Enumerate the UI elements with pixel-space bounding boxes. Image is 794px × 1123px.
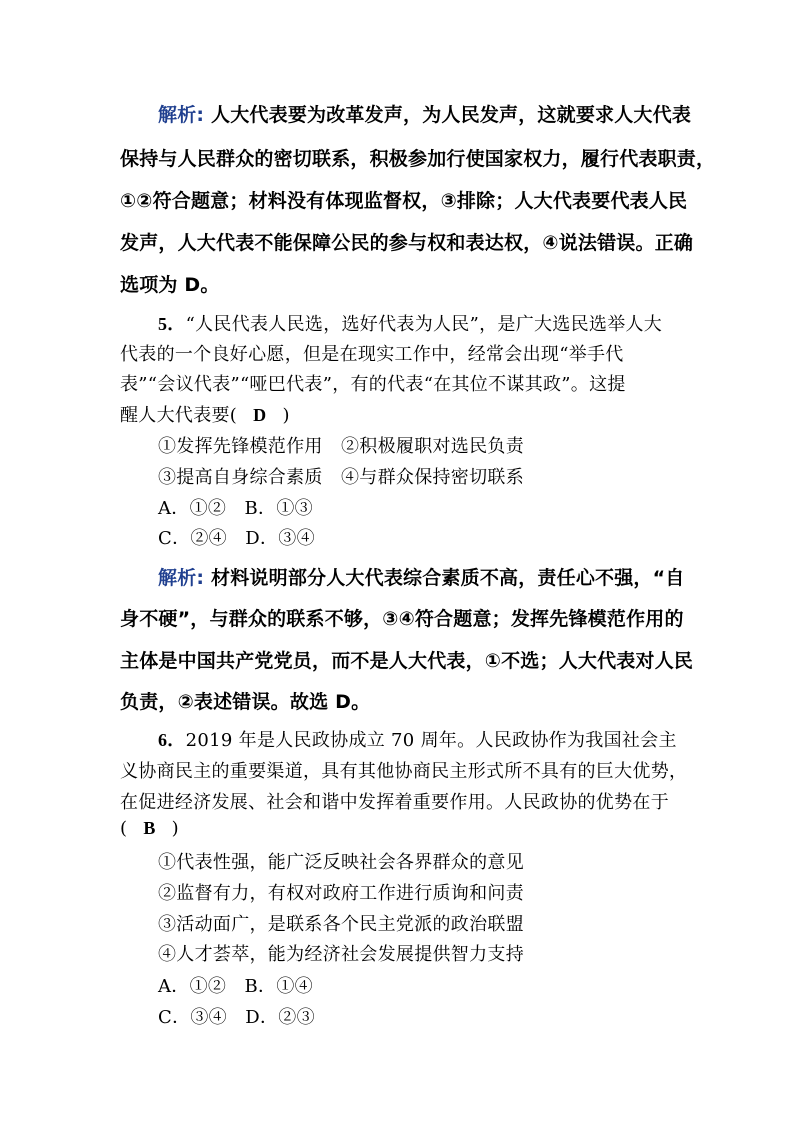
option-line: ②监督有力，有权对政府工作进行质询和问责 <box>158 883 524 904</box>
analysis-line <box>158 100 691 127</box>
question-line: 表”“会议代表”“哑巴代表”，有的代表“在其位不谋其政”。这提 <box>120 374 626 395</box>
choice-line: C．③④ D．②③ <box>158 1007 315 1028</box>
analysis-line: 身不硬”，与群众的联系不够，③④符合题意；发挥先锋模范作用的 <box>120 608 684 630</box>
question-text: ( <box>120 818 128 839</box>
question-number: 6． <box>158 730 186 750</box>
option-line: ④人才荟萃，能为经济社会发展提供智力支持 <box>158 944 524 965</box>
question-line <box>158 726 677 752</box>
choice-line: A．①② B．①④ <box>158 976 313 997</box>
question-text: “人民代表人民选，选好代表为人民”，是广大选民选举人大 <box>185 314 663 335</box>
answer-letter: D <box>253 405 267 425</box>
question-line <box>120 401 290 427</box>
analysis-line: 主体是中国共产党党员，而不是人大代表，①不选；人大代表对人民 <box>120 650 694 672</box>
answer-letter: B <box>143 818 156 838</box>
question-text: 醒人大代表要( <box>120 405 238 426</box>
option-line: ①代表性强，能广泛反映社会各界群众的意见 <box>158 852 524 873</box>
question-number: 5． <box>158 314 186 334</box>
analysis-line: 发声，人大代表不能保障公民的参与权和表达权，④说法错误。正确 <box>120 232 694 254</box>
analysis-text: 人大代表要为改革发声，为人民发声，这就要求人大代表 <box>204 104 692 126</box>
question-line: 义协商民主的重要渠道，具有其他协商民主形式所不具有的巨大优势， <box>120 761 688 782</box>
question-line: 代表的一个良好心愿，但是在现实工作中，经常会出现“举手代 <box>120 344 624 365</box>
option-line: ③活动面广，是联系各个民主党派的政治联盟 <box>158 914 524 935</box>
question-line: 在促进经济发展、社会和谐中发挥着重要作用。人民政协的优势在于 <box>120 792 669 813</box>
analysis-line: ①②符合题意；材料没有体现监督权，③排除；人大代表要代表人民 <box>120 190 688 212</box>
analysis-line: 保持与人民群众的密切联系，积极参加行使国家权力，履行代表职责， <box>120 148 716 170</box>
analysis-text: 材料说明部分人大代表综合素质不高，责任心不强，“自 <box>204 567 685 589</box>
analysis-line: 负责，②表述错误。故选 D。 <box>120 691 371 713</box>
question-text: ) <box>171 818 179 839</box>
analysis-label: 解析: <box>158 567 205 589</box>
analysis-line: 选项为 D。 <box>120 274 220 296</box>
question-line <box>158 310 662 336</box>
analysis-label: 解析: <box>158 104 205 126</box>
question-line <box>120 818 179 839</box>
question-text: ) <box>282 405 290 426</box>
question-text: 2019 年是人民政协成立 70 周年。人民政协作为我国社会主 <box>185 730 677 751</box>
choice-line: A．①② B．①③ <box>158 498 313 519</box>
option-line: ③提高自身综合素质 ④与群众保持密切联系 <box>158 467 524 488</box>
analysis-line <box>158 563 685 590</box>
option-line: ①发挥先锋模范作用 ②积极履职对选民负责 <box>158 436 524 457</box>
choice-line: C．②④ D．③④ <box>158 528 315 549</box>
